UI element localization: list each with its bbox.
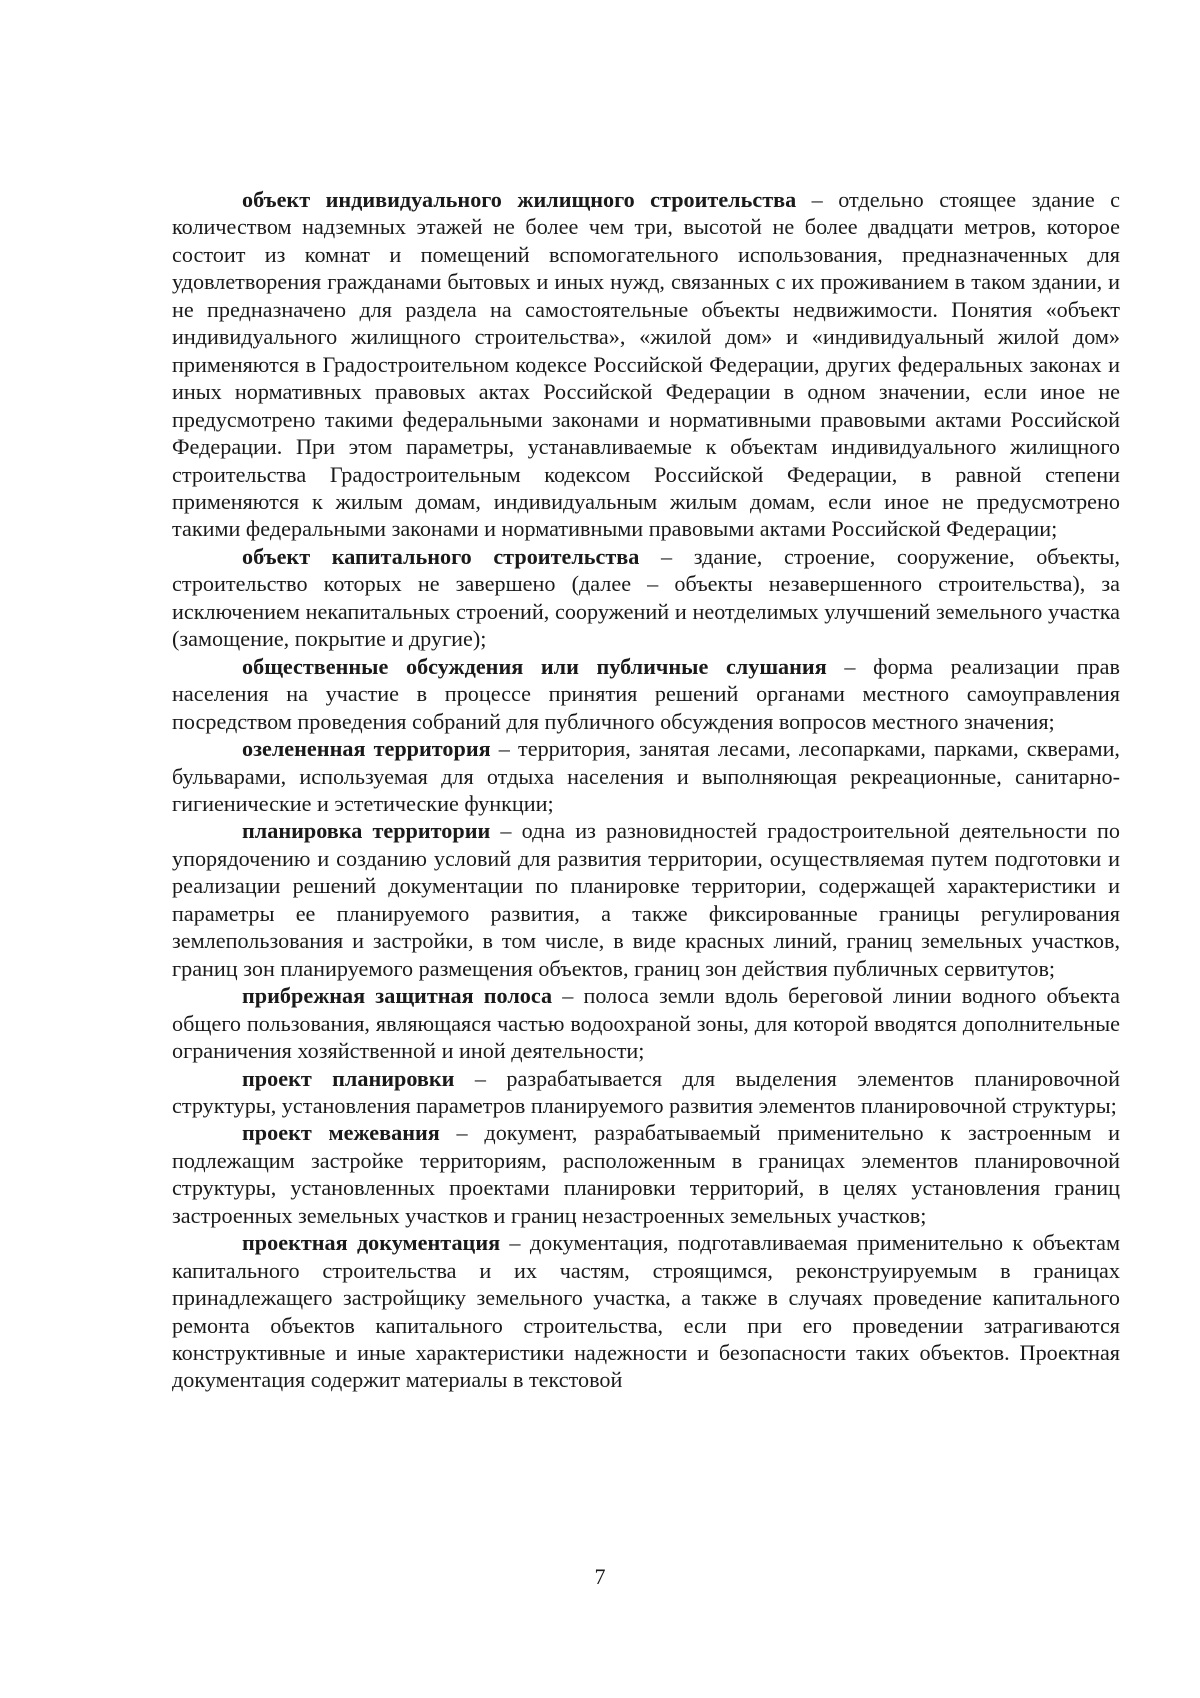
defined-term: общественные обсуждения или публичные слушания <box>242 653 827 679</box>
definition-text: – документация, подготавливаемая применительно к объектам капитального строительства и их частям, строящимся, реконструируемым в границах принадлежащего застройщику земельного участка, а также в случаях проведение капитального ремонта объектов капитального строительства, если при его проведении затрагиваются конструктивные и иные характеристики надежности и безопасности таких объектов. Проектная документация содержит материалы в текстовой <box>172 1230 1120 1393</box>
defined-term: проект межевания <box>242 1120 440 1146</box>
definition-text: – территория, занятая лесами, лесопарками, парками, скверами, бульварами, используемая для отдыха населения и выполняющая рекреационные, санитарно-гигиенические и эстетические функции; <box>172 736 1120 816</box>
body-text <box>172 186 1120 1394</box>
defined-term: объект капитального строительства <box>242 543 640 569</box>
definition-paragraph <box>172 982 1120 1064</box>
definition-paragraph <box>172 817 1120 982</box>
defined-term: озелененная территория <box>242 736 491 762</box>
defined-term: планировка территории <box>242 818 491 844</box>
definition-text: – отдельно стоящее здание с количеством надземных этажей не более чем три, высотой не более двадцати метров, которое состоит из комнат и помещений вспомогательного использования, предназначенных для удовлетворения гражданами бытовых и иных нужд, связанных с их проживанием в таком здании, и не предназначено для раздела на самостоятельные объекты недвижимости. Понятия «объект индивидуального жилищного строительства», «жилой дом» и «индивидуальный жилой дом» применяются в Градостроительном кодексе Российской Федерации, других федеральных законах и иных нормативных правовых актах Российской Федерации в одном значении, если иное не предусмотрено такими федеральными законами и нормативными правовыми актами Российской Федерации. При этом параметры, устанавливаемые к объектам индивидуального жилищного строительства Градостроительным кодексом Российской Федерации, в равной степени применяются к жилым домам, индивидуальным жилым домам, если иное не предусмотрено такими федеральными законами и нормативными правовыми актами Российской Федерации; <box>172 187 1120 542</box>
defined-term: прибрежная защитная полоса <box>242 983 553 1009</box>
defined-term: проектная документация <box>242 1230 501 1256</box>
page-number: 7 <box>594 1564 606 1589</box>
definition-paragraph <box>172 1065 1120 1120</box>
definition-text: – здание, строение, сооружение, объекты, строительство которых не завершено (далее – объекты незавершенного строительства), за исключением некапитальных строений, сооружений и неотделимых улучшений земельного участка (замощение, покрытие и другие); <box>172 543 1120 652</box>
definition-text: – полоса земли вдоль береговой линии водного объекта общего пользования, являющаяся частью водоохраной зоны, для которой вводятся дополнительные ограничения хозяйственной и иной деятельности; <box>172 983 1120 1064</box>
definition-paragraph <box>172 543 1120 653</box>
definition-text: – форма реализации прав населения на участие в процессе принятия решений органами местного самоуправления посредством проведения собраний для публичного обсуждения вопросов местного значения; <box>172 653 1120 734</box>
definition-text: – документ, разрабатываемый применительно к застроенным и подлежащим застройке территориям, расположенным в границах элементов планировочной структуры, установленных проектами планировки территорий, в целях установления границ застроенных земельных участков и границ незастроенных земельных участков; <box>172 1120 1121 1228</box>
definition-text: – одна из разновидностей градостроительной деятельности по упорядочению и созданию условий для развития территории, осуществляемая путем подготовки и реализации решений документации по планировке территории, содержащей характеристики и параметры ее планируемого развития, а также фиксированные границы регулирования землепользования и застройки, в том числе, в виде красных линий, границ земельных участков, границ зон планируемого размещения объектов, границ зон действия публичных сервитутов; <box>172 818 1120 981</box>
definition-text: – разрабатывается для выделения элементов планировочной структуры, установления параметров планируемого развития элементов планировочной структуры; <box>172 1065 1120 1118</box>
definition-paragraph <box>172 735 1120 817</box>
definition-paragraph <box>172 1229 1120 1394</box>
definition-paragraph <box>172 653 1120 735</box>
defined-term: объект индивидуального жилищного строительства <box>242 187 797 212</box>
definition-paragraph <box>172 1119 1120 1229</box>
defined-term: проект планировки <box>242 1065 455 1091</box>
definition-paragraph <box>172 186 1120 543</box>
